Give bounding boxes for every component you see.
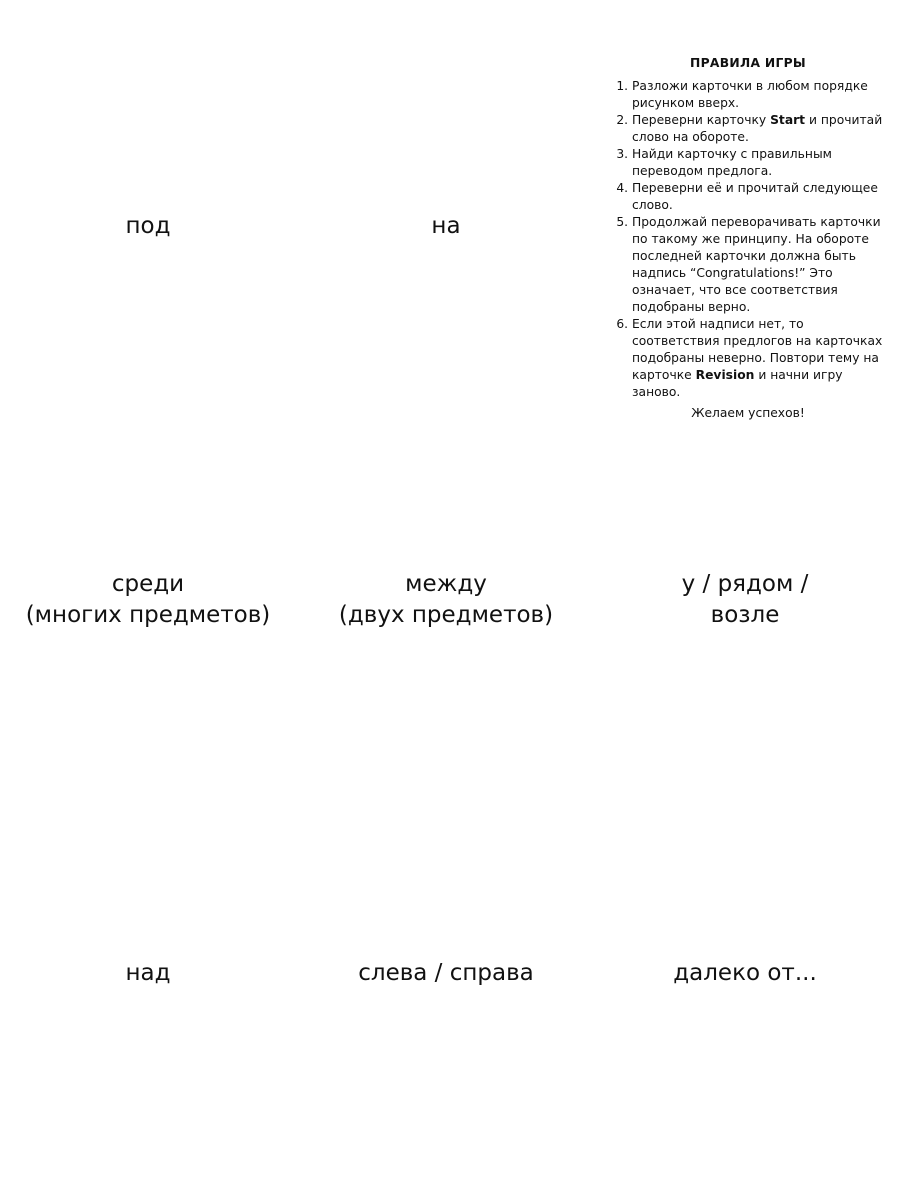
rules-title: ПРАВИЛА ИГРЫ (690, 56, 806, 70)
rule-1-text: Разложи карточки в любом порядке рисунком вверх. (632, 79, 868, 110)
card-word-daleko-text: далеко от... (673, 960, 817, 986)
rule-2-text-b: и прочитай слово на обороте. (632, 113, 883, 144)
rule-5-text: Продолжай переворачивать карточки по такому же принципу. На обороте последней карточки должна быть надпись “Congratulations!” Это означает, что все соответствия подобраны верно. (632, 215, 881, 314)
rule-2-text-a: Переверни карточку (632, 113, 771, 127)
rule-2-bold: Start (770, 113, 806, 127)
rule-item-3 (632, 146, 884, 180)
rule-item-6 (632, 316, 884, 401)
card-word-mezhdu (298, 569, 594, 631)
card-word-mezhdu-line2: (двух предметов) (338, 602, 554, 628)
card-word-ryadom-line2: возле (710, 602, 780, 628)
card-word-na (298, 211, 594, 242)
rule-6-text-a: Если этой надписи нет, то соответствия предлогов на карточках подобраны неверно. Повтори тему на карточке (632, 317, 883, 382)
card-word-sredi (0, 569, 296, 631)
rule-item-2 (632, 112, 884, 146)
card-word-nad (0, 958, 296, 989)
rule-item-4 (632, 180, 884, 214)
card-word-sredi-line2: (многих предметов) (25, 602, 271, 628)
rule-item-1 (632, 78, 884, 112)
rule-4-text: Переверни её и прочитай следующее слово. (632, 181, 878, 212)
card-word-sredi-line1: среди (111, 571, 185, 597)
card-word-pod (0, 211, 296, 242)
card-word-mezhdu-line1: между (405, 571, 487, 597)
card-word-ryadom-line1: у / рядом / (681, 571, 809, 597)
rule-6-text-b: и начни игру заново. (632, 368, 843, 399)
card-word-pod-text: под (125, 213, 171, 239)
card-word-nad-text: над (125, 960, 171, 986)
card-word-na-text: на (431, 213, 461, 239)
card-word-daleko (596, 958, 894, 989)
rule-item-5 (632, 214, 884, 316)
rules-panel (612, 55, 884, 422)
rules-list (612, 78, 884, 401)
rule-6-bold: Revision (695, 368, 755, 382)
rules-footer: Желаем успехов! (691, 406, 805, 420)
rule-3-text: Найди карточку с правильным переводом предлога. (632, 147, 832, 178)
card-word-sleva (298, 958, 594, 989)
card-word-sleva-text: слева / справа (358, 960, 534, 986)
card-word-ryadom (596, 569, 894, 631)
